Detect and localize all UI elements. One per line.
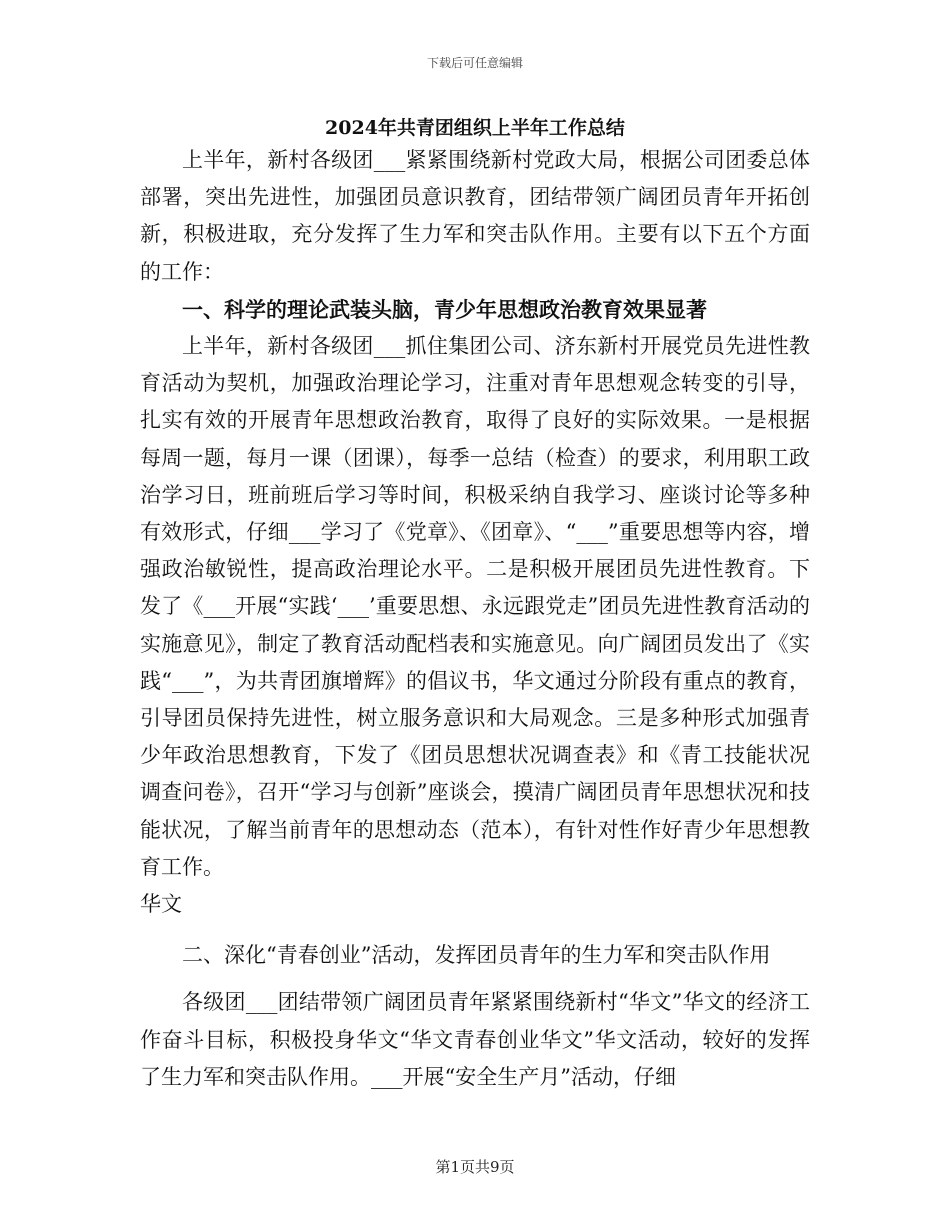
intro-paragraph: 上半年，新村各级团___紧紧围绕新村党政大局，根据公司团委总体部署，突出先进性，加强团员意识教育，团结带领广阔团员青年开拓创新，积极进取，充分发挥了生力军和突击队作用。主要有以下五个方面的工作： — [140, 148, 810, 284]
section-heading-2: 二、深化“青春创业”活动，发挥团员青年的生力军和突击队作用 — [182, 943, 771, 968]
page-number: 第1页共9页 — [435, 1158, 515, 1176]
trailing-word: 华文 — [140, 892, 182, 917]
document-title: 2024年共青团组织上半年工作总结 — [325, 117, 625, 139]
section-2-paragraph: 各级团___团结带领广阔团员青年紧紧围绕新村“华文”华文的经济工作奋斗目标，积极投身华文“华文青春创业华文”华文活动，较好的发挥了生力军和突击队作用。___开展“安全生产月”活动，仔细 — [140, 990, 810, 1089]
section-heading-1: 一、科学的理论武装头脑，青少年思想政治教育效果显著 — [182, 296, 707, 322]
document-body — [140, 142, 810, 1096]
section-1-paragraph: 上半年，新村各级团___抓住集团公司、济东新村开展党员先进性教育活动为契机，加强政治理论学习，注重对青年思想观念转变的引导，扎实有效的开展青年思想政治教育，取得了良好的实际效果。一是根据每周一题，每月一课（团课），每季一总结（检查）的要求，利用职工政治学习日，班前班后学习等时间，积极采纳自我学习、座谈讨论等多种有效形式，仔细___学习了《党章》、《团章》、“___”重要思想等内容，增强政治敏锐性，提高政治理论水平。二是积极开展团员先进性教育。下发了《___开展“实践‘___’重要思想、永远跟党走”团员先进性教育活动的实施意见》，制定了教育活动配档表和实施意见。向广阔团员发出了《实践“___”，为共青团旗增辉》的倡议书，华文通过分阶段有重点的教育，引导团员保持先进性，树立服务意识和大局观念。三是多种形式加强青少年政治思想教育，下发了《团员思想状况调查表》和《青工技能状况调查问卷》，召开“学习与创新”座谈会，摸清广阔团员青年思想状况和技能状况，了解当前青年的思想动态（范本），有针对性作好青少年思想教育工作。 — [140, 334, 810, 879]
header-note: 下载后可任意编辑 — [426, 56, 523, 70]
